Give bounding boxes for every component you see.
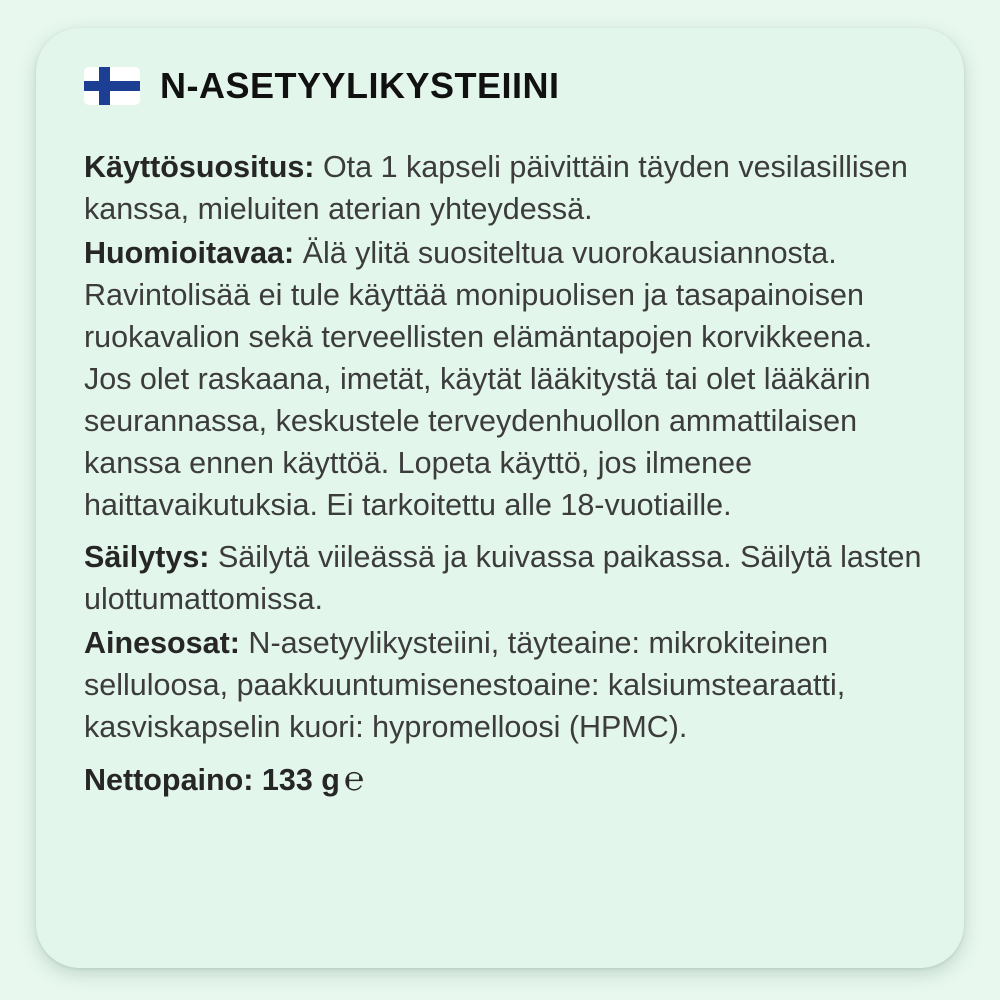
net-weight-value: 133 g xyxy=(253,763,340,797)
storage-section xyxy=(84,536,924,620)
storage-text: Säilytä viileässä ja kuivassa paikassa. Säilytä lasten ulottumattomissa. xyxy=(84,540,922,616)
net-weight-section xyxy=(84,758,924,801)
ingredients-label: Ainesosat: xyxy=(84,626,240,660)
estimated-sign-icon: ℮ xyxy=(343,759,365,799)
finland-flag-icon xyxy=(84,67,140,105)
warnings-label: Huomioitavaa: xyxy=(84,236,295,270)
product-title: N-ASETYYLIKYSTEIINI xyxy=(160,65,560,106)
usage-label: Käyttösuositus: xyxy=(84,150,315,184)
usage-text: Ota 1 kapseli päivittäin täyden vesilasillisen kanssa, mieluiten aterian yhteydessä. xyxy=(84,150,908,226)
product-info-card xyxy=(36,28,964,968)
label-content xyxy=(84,146,924,801)
storage-label: Säilytys: xyxy=(84,540,210,574)
warnings-text: Älä ylitä suositeltua vuorokausiannosta. Ravintolisää ei tule käyttää monipuolisen ja tasapainoisen ruokavalion sekä terveellisten elämäntapojen korvikkeena. Jos olet raskaana, imetät, käytät lääkitystä tai olet lääkärin seurannassa, keskustele terveydenhuollon ammattilaisen kanssa ennen käyttöä. Lopeta käyttö, jos ilmenee haittavaikutuksia. Ei tarkoitettu alle 18-vuotiaille. xyxy=(84,236,873,522)
ingredients-text: N-asetyylikysteiini, täyteaine: mikrokiteinen selluloosa, paakkuuntumisenestoaine: kalsiumstearaatti, kasviskapselin kuori: hypromelloosi (HPMC). xyxy=(84,626,846,744)
ingredients-section xyxy=(84,622,924,748)
net-weight-label: Nettopaino: xyxy=(84,763,254,797)
title-row xyxy=(84,66,560,106)
warnings-section xyxy=(84,232,924,526)
usage-section xyxy=(84,146,924,230)
